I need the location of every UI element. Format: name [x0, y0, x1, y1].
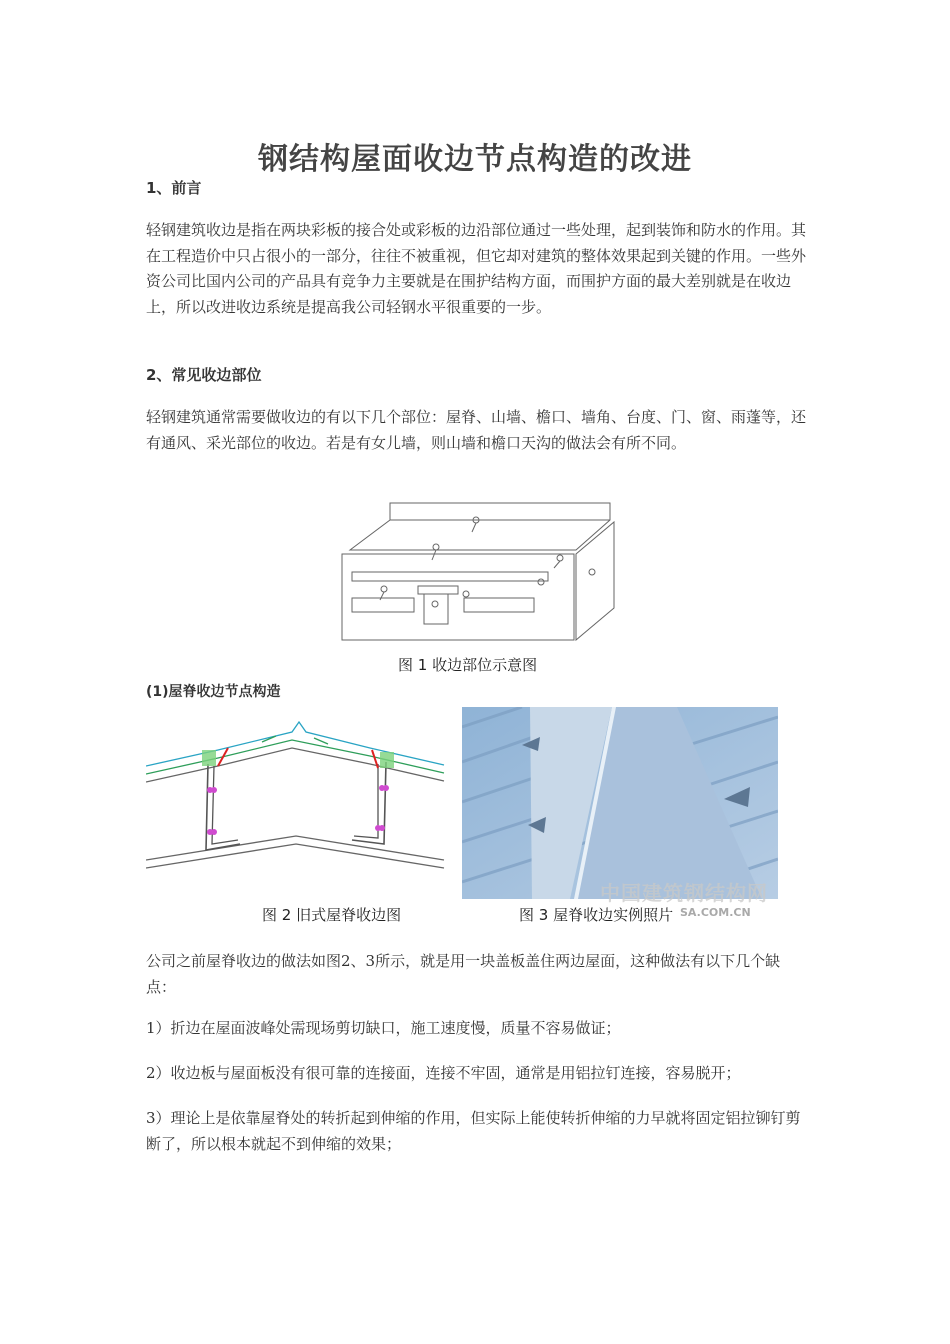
figure-3-ridge-photo: [462, 707, 778, 899]
figure-2-ridge-drawing: [146, 710, 446, 875]
paragraph-locations: 轻钢建筑通常需要做收边的有以下几个部位：屋脊、山墙、檐口、墙角、台度、门、窗、雨蓬等，还有通风、采光部位的收边。若是有女儿墙，则山墙和檐口天沟的做法会有所不同。: [146, 408, 807, 452]
page-title: 钢结构屋面收边节点构造的改进: [258, 142, 692, 177]
section-heading-intro: 1、前言: [146, 179, 202, 197]
sub-heading-ridge: (1)屋脊收边节点构造: [146, 684, 281, 700]
list-item-3: 3）理论上是依靠屋脊处的转折起到伸缩的作用，但实际上能使转折伸缩的力早就将固定铝拉铆钉剪断了，所以根本就起不到伸缩的效果；: [146, 1109, 801, 1153]
figure-2-caption: 图 2 旧式屋脊收边图: [262, 906, 402, 924]
figure-3-caption: 图 3 屋脊收边实例照片: [519, 906, 674, 924]
section-heading-locations: 2、常见收边部位: [146, 366, 262, 384]
paragraph-ridge-method: 公司之前屋脊收边的做法如图2、3所示，就是用一块盖板盖住两边屋面，这种做法有以下几个缺点：: [146, 952, 781, 996]
paragraph-intro: 轻钢建筑收边是指在两块彩板的接合处或彩板的边沿部位通过一些处理，起到装饰和防水的作用。其在工程造价中只占很小的一部分，往往不被重视，但它却对建筑的整体效果起到关键的作用。一些外资公司比国内公司的产品具有竞争力主要就是在围护结构方面，而围护方面的最大差别就是在收边上，所以改进收边系统是提高我公司轻钢水平很重要的一步。: [146, 221, 807, 316]
figure-1-caption: 图 1 收边部位示意图: [398, 656, 538, 674]
figure-1-building-sketch: [338, 498, 624, 648]
watermark-en: SA.COM.CN: [680, 906, 751, 919]
list-item-1: 1）折边在屋面波峰处需现场剪切缺口，施工速度慢，质量不容易做证；: [146, 1019, 621, 1037]
list-item-2: 2）收边板与屋面板没有很可靠的连接面，连接不牢固，通常是用铝拉钉连接，容易脱开；: [146, 1064, 741, 1082]
watermark-cn: 中国建筑钢结构网: [600, 881, 768, 905]
